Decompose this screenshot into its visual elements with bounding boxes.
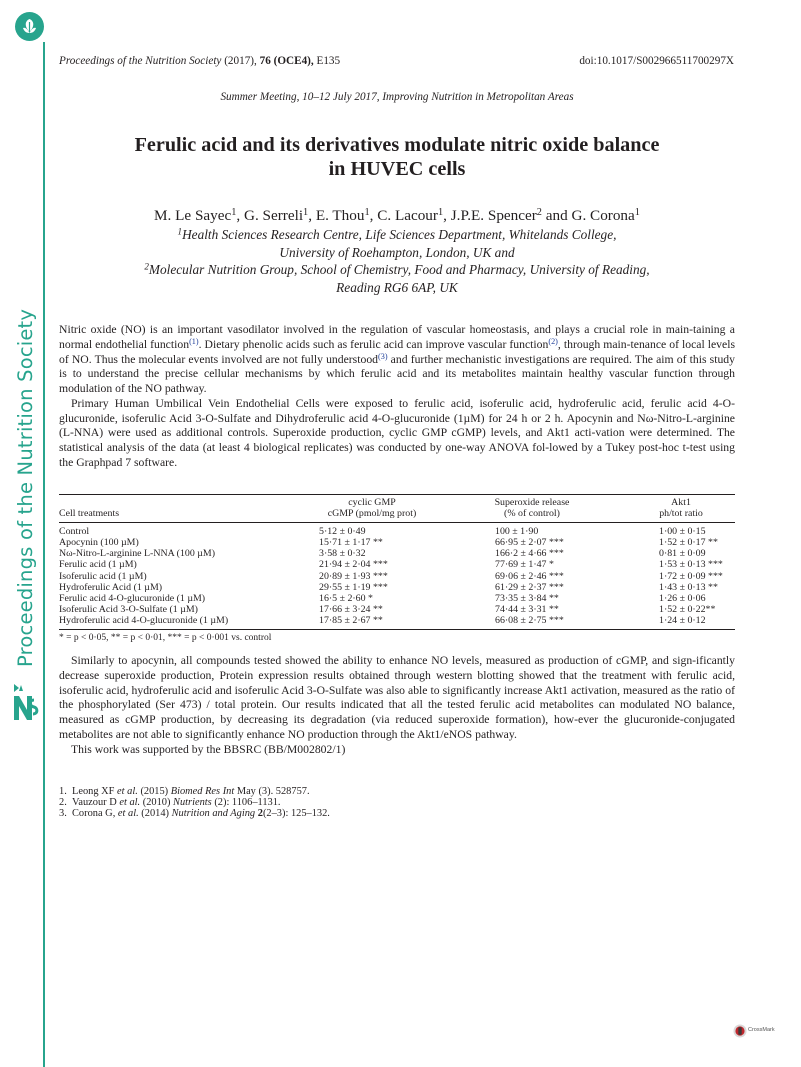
author-separator: and	[541, 207, 572, 224]
reference-item	[59, 797, 735, 808]
reference-etal: et al.	[117, 808, 139, 819]
author-affiliation-mark: 1	[231, 207, 237, 219]
table-body	[59, 523, 735, 630]
cell-akt1: 1·52 ± 0·22**	[659, 603, 716, 615]
cell-superoxide: 166·2 ± 4·66 ***	[495, 548, 564, 560]
author-affiliation-mark: 2	[536, 207, 542, 219]
cell-treatment: Isoferulic Acid 3-O-Sulfate (1 µM)	[59, 603, 198, 615]
results-table	[59, 494, 735, 643]
reference-pages: May (3). 528757.	[234, 786, 310, 797]
reference-item	[59, 786, 735, 797]
table-row	[59, 571, 735, 582]
cell-treatment: Ferulic acid 4-O-glucuronide (1 µM)	[59, 592, 206, 604]
reference-etal: et al.	[117, 786, 138, 797]
author: C. Lacour	[377, 207, 438, 224]
cell-cgmp: 15·71 ± 1·17 **	[319, 537, 383, 549]
cell-treatment: Control	[59, 526, 90, 538]
reference-etal: et al.	[119, 797, 141, 808]
paragraph-funding: This work was supported by the BBSRC (BB/M002802/1)	[71, 742, 346, 756]
reference-number: 1.	[59, 786, 67, 797]
table-header-cgmp-unit: cGMP (pmol/mg prot)	[307, 508, 437, 523]
cell-akt1: 1·00 ± 0·15	[659, 526, 706, 538]
cell-cgmp: 20·89 ± 1·93 ***	[319, 570, 388, 582]
abstract-conclusion	[59, 654, 735, 757]
cell-cgmp: 5·12 ± 0·49	[319, 526, 366, 538]
table-row	[59, 593, 735, 604]
author-separator: ,	[236, 207, 244, 224]
meeting-line: Summer Meeting, 10–12 July 2017, Improving Nutrition in Metropolitan Areas	[220, 91, 574, 103]
table-row	[59, 548, 735, 559]
running-head-page: E135	[316, 55, 341, 67]
running-head-citation	[59, 55, 340, 67]
cell-akt1: 1·24 ± 0·12	[627, 615, 735, 630]
author-list	[59, 207, 735, 225]
author-affiliation-mark: 1	[303, 207, 309, 219]
cell-cgmp: 17·66 ± 3·24 **	[319, 603, 383, 615]
running-head-volume: 76 (OCE4),	[259, 55, 314, 67]
table-row	[59, 523, 735, 538]
reference-pages: (2–3): 125–132.	[262, 808, 330, 819]
cell-treatment: Apocynin (100 µM)	[59, 537, 139, 549]
reference-volume: 2	[257, 808, 263, 819]
article-title-line-2: in HUVEC cells	[328, 158, 466, 180]
table-header-superoxide: Superoxide release	[437, 495, 627, 509]
running-head-doi[interactable]: doi:10.1017/S002966511700297X	[579, 55, 734, 67]
author-affiliation-mark: 1	[364, 207, 370, 219]
cell-treatment: Nω-Nitro-L-arginine L-NNA (100 µM)	[59, 548, 215, 560]
paragraph-text: and further mechanistic investigations are required. The aim of this study is to understand the precise cellular mechanisms by which ferulic acid and its metabolites maintain healthy vascular function through modulation of the NO pathway.	[59, 352, 735, 395]
table-header-superoxide-unit: (% of control)	[437, 508, 627, 523]
affiliation-mark: 2	[144, 261, 149, 272]
cell-superoxide: 73·35 ± 3·84 **	[495, 592, 559, 604]
crossmark-label: CrossMark	[748, 1027, 775, 1033]
paragraph-results: Similarly to apocynin, all compounds tested showed the ability to enhance NO levels, measured as production of cGMP, and sign-ificantly decrease superoxide production, Protein expression results obtained through western blotting showed that the treatment with ferulic acid, isoferulic acid, hydroferulic acid and isoferulic Acid 3-O-Sulfate was also able to significantly increase Akt1 activation, measured as the ratio of the phosphorylated (Ser 473) / total protein. Our results indicated that all the tested ferulic acid metabolites can modulated NO balance, measured as cGMP production, by decreasing its degradation (via reduced superoxide formation), how-ever the glucuronide-conjugated metabolites are not able to significantly enhance NO production through the Akt1/eNOS pathway.	[59, 654, 735, 741]
author: E. Thou	[315, 207, 365, 224]
cell-akt1: 1·53 ± 0·13 ***	[659, 559, 723, 571]
crossmark-badge[interactable]	[733, 1024, 777, 1038]
cell-superoxide: 61·29 ± 2·37 ***	[495, 581, 564, 593]
article-title	[59, 133, 735, 181]
paragraph-text: Nitric oxide (NO) is an important vasodilator involved in the regulation of vascular homeostasis, and plays a crucial role in main-taining a normal endothelial function	[59, 323, 735, 351]
table-row	[59, 582, 735, 593]
affiliation-1-line-2: University of Roehampton, London, UK and	[279, 244, 515, 260]
citation-link-1[interactable]: (1)	[189, 336, 199, 346]
table-row	[59, 537, 735, 548]
cell-akt1: 0·81 ± 0·09	[659, 548, 706, 560]
reference-item	[59, 808, 735, 819]
author: J.P.E. Spencer	[450, 207, 537, 224]
reference-number: 3.	[59, 808, 67, 819]
affiliation-2-line-2: Reading RG6 6AP, UK	[336, 279, 458, 295]
affiliation-mark: 1	[177, 226, 183, 237]
affiliation-text: Molecular Nutrition Group, School of Chemistry, Food and Pharmacy, University of Reading,	[148, 262, 650, 278]
paragraph-text: , through main-tenance of local levels of NO. Thus the molecular events involved are not fully understood	[59, 337, 736, 366]
table-row	[59, 615, 735, 630]
table-header-akt1-unit: ph/tot ratio	[627, 508, 735, 523]
reference-journal: Biomed Res Int	[170, 786, 235, 797]
cell-superoxide: 74·44 ± 3·31 **	[495, 603, 559, 615]
reference-year: (2014)	[141, 808, 169, 819]
cell-cgmp: 29·55 ± 1·19 ***	[319, 581, 388, 593]
reference-journal: Nutrients	[173, 797, 212, 808]
cell-treatment: Hydroferulic acid 4-O-glucuronide (1 µM)	[59, 615, 307, 630]
table-row	[59, 559, 735, 570]
cell-superoxide: 66·08 ± 2·75 ***	[437, 615, 627, 630]
reference-pages: (2): 1106–1131.	[211, 797, 281, 808]
reference-list	[59, 786, 735, 819]
cell-superoxide: 69·06 ± 2·46 ***	[495, 570, 564, 582]
citation-link-3[interactable]: (3)	[378, 351, 388, 361]
table-header-cgmp: cyclic GMP	[307, 495, 437, 509]
cell-cgmp: 17·85 ± 2·67 **	[307, 615, 437, 630]
author-separator: ,	[308, 207, 316, 224]
cell-cgmp: 3·58 ± 0·32	[319, 548, 366, 560]
author: M. Le Sayec	[154, 207, 232, 224]
cell-superoxide: 100 ± 1·90	[495, 526, 539, 538]
cell-akt1: 1·52 ± 0·17 **	[659, 537, 718, 549]
affiliation-text: Health Sciences Research Centre, Life Sciences Department, Whitelands College,	[182, 227, 617, 242]
affiliation-2-line-1	[59, 261, 735, 279]
author: G. Serreli	[244, 207, 304, 224]
reference-year: (2010)	[142, 797, 171, 808]
table-footnote: * = p < 0·05, ** = p < 0·01, *** = p < 0·001 vs. control	[59, 633, 272, 644]
ns-logo-icon	[10, 682, 40, 722]
cell-superoxide: 77·69 ± 1·47 *	[495, 559, 554, 571]
reference-journal: Nutrition and Aging	[171, 808, 256, 819]
cell-treatment: Isoferulic acid (1 µM)	[59, 570, 147, 582]
crossmark-icon	[733, 1024, 747, 1038]
reference-number: 2.	[59, 797, 67, 808]
paragraph-introduction	[59, 323, 735, 397]
author-affiliation-mark: 1	[634, 207, 640, 219]
journal-side-title: Proceedings of the Nutrition Society	[14, 308, 37, 667]
table-row	[59, 604, 735, 615]
table-header-treatments: Cell treatments	[59, 508, 307, 523]
reference-year: (2015)	[140, 786, 169, 797]
affiliation-1-line-1	[59, 226, 735, 244]
journal-side-rule	[43, 42, 45, 1067]
paragraph-methods: Primary Human Umbilical Vein Endothelial Cells were exposed to ferulic acid, isoferulic acid, hydroferulic acid, ferulic acid 4-O-glucuronide, isoferulic Acid 3-O-Sulfate and Dihydroferulic acid 4-O-glucuronide (1µM) for 24 h or 2 h. Apocynin and Nω-Nitro-L-arginine (L-NNA) were used as additional controls. Superoxide production, cyclic GMP cGMP) levels, and Akt1 acti-vation were determined. The statistical analysis of the data (at least 4 biological replicates) was conducted by one-way ANOVA fol-lowed by a Tukey post-hoc t-test using the Graphpad 7 software.	[59, 396, 735, 469]
author-affiliation-mark: 1	[437, 207, 444, 219]
reference-authors: Leong XF	[72, 786, 115, 797]
cell-akt1: 1·26 ± 0·06	[659, 592, 706, 604]
paragraph-text: . Dietary phenolic acids such as ferulic acid can improve vascular function	[198, 337, 549, 351]
cell-akt1: 1·43 ± 0·13 **	[659, 581, 718, 593]
article-title-line-1: Ferulic acid and its derivatives modulate nitric oxide balance	[134, 134, 660, 156]
leaf-circle-icon	[15, 12, 44, 41]
cell-akt1: 1·72 ± 0·09 ***	[659, 570, 723, 582]
author: G. Corona	[571, 207, 635, 224]
citation-link-2[interactable]: (2)	[548, 336, 558, 346]
journal-logo	[15, 12, 44, 41]
abstract-intro	[59, 323, 735, 471]
table-header-empty	[59, 495, 307, 509]
author-separator: ,	[369, 207, 378, 224]
table-header-akt1: Akt1	[627, 495, 735, 509]
cell-cgmp: 21·94 ± 2·04 ***	[319, 559, 388, 571]
cell-cgmp: 16·5 ± 2·60 *	[319, 592, 373, 604]
cell-treatment: Ferulic acid (1 µM)	[59, 559, 137, 571]
running-head-year: (2017),	[224, 55, 257, 67]
cell-treatment: Hydroferulic Acid (1 µM)	[59, 581, 163, 593]
running-head-journal: Proceedings of the Nutrition Society	[59, 55, 222, 67]
author-separator: ,	[443, 207, 451, 224]
reference-authors: Corona G,	[72, 808, 116, 819]
affiliations	[59, 226, 735, 296]
cell-superoxide: 66·95 ± 2·07 ***	[495, 537, 564, 549]
reference-authors: Vauzour D	[72, 797, 117, 808]
